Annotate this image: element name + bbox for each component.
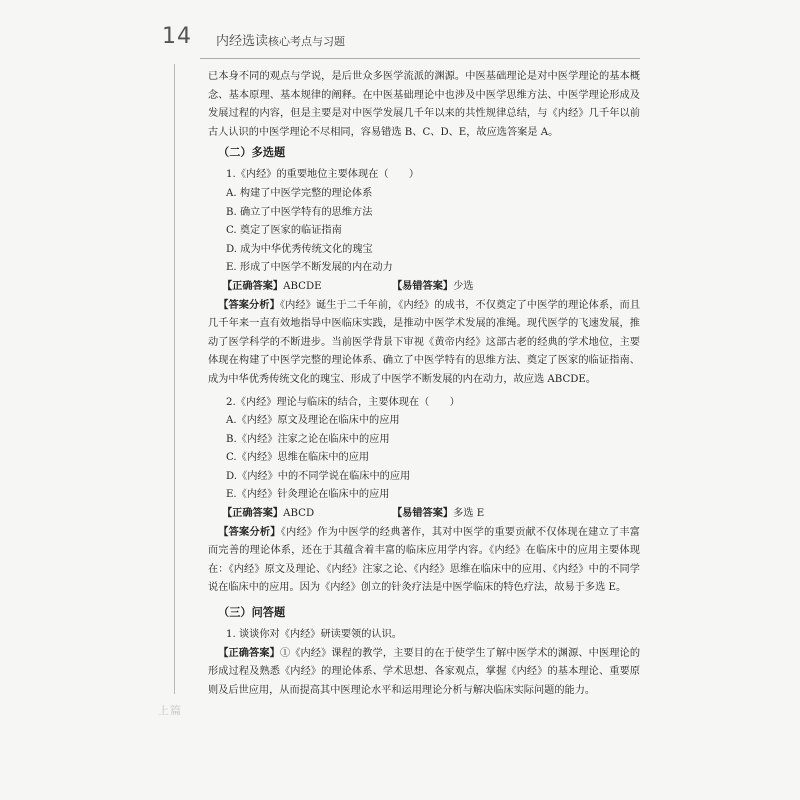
question-stem: 2.《内经》理论与临床的结合，主要体现在（ ） <box>226 396 460 408</box>
option-a: A.《内经》原文及理论在临床中的应用 <box>226 415 400 427</box>
option-c: C.《内经》思维在临床中的应用 <box>226 452 370 464</box>
header-rule <box>200 58 640 59</box>
page-number: 14 <box>162 24 192 49</box>
wrong-answer: 多选 E <box>453 508 485 520</box>
analysis-text: 《内经》诞生于二千年前，《内经》的成书，不仅奠定了中医学的理论体系，而且几千年来一直有效地指导中医临床实践，是推动中医学术发展的准绳。现代医学的飞速发展，推动了医学科学的不断进步。当前医学背景下审视《黄帝内经》这部古老的经典的学术地位，主要体现在构建了中医学完整的理论体系、确立了中医学特有的思维方法、奠定了医家的临证指南、成为中华优秀传统文化的瑰宝、形成了中医学不断发展的内在动力，故应选 ABCDE。 <box>208 299 641 385</box>
analysis-tag: 【答案分析】 <box>218 526 281 538</box>
body-text <box>208 68 640 700</box>
question-2 <box>208 394 640 599</box>
correct-answer: ABCDE <box>283 280 322 292</box>
intro-paragraph: 已本身不同的观点与学说，是后世众多医学流派的渊源。中医基础理论是对中医学理论的基本概念、基本原理、基本规律的阐释。在中医基础理论中也涉及中医学思维方法、中医学理论形成及发展过程的内容，但是主要是对中医学发展几千年以来的共性规律总结，与《内经》几千年以前古人认识的中医学理论不尽相同，容易错选 B、C、D、E，故应选答案是 A。 <box>208 71 640 138</box>
wrong-answer-tag: 【易错答案】 <box>392 280 454 292</box>
question-stem: 1.《内经》的重要地位主要体现在（ ） <box>226 169 420 181</box>
margin-rule <box>174 64 175 694</box>
option-b: B.《内经》注家之论在临床中的应用 <box>226 433 390 445</box>
correct-answer-paragraph <box>208 645 640 701</box>
option-a: A. 构建了中医学完整的理论体系 <box>226 187 373 199</box>
analysis-text: 《内经》作为中医学的经典著作，其对中医学的重要贡献不仅体现在建立了丰富而完善的理论体系，还在于其蕴含着丰富的临床应用学内容。《内经》在临床中的应用主要体现在：《内经》原文及理论、《内经》注家之论、《内经》思维在临床中的应用、《内经》中的不同学说在临床中的应用。因为《内经》创立的针灸疗法是中医学临床的特色疗法，故易于多选 E。 <box>208 526 640 594</box>
correct-answer-tag: 【正确答案】 <box>218 647 280 659</box>
option-b: B. 确立了中医学特有的思维方法 <box>226 206 373 218</box>
correct-answer-tag: 【正确答案】 <box>222 280 284 292</box>
wrong-answer-tag: 【易错答案】 <box>392 508 454 520</box>
analysis-tag: 【答案分析】 <box>218 299 280 311</box>
option-d: D. 成为中华优秀传统文化的瑰宝 <box>226 243 373 255</box>
running-title <box>216 30 345 49</box>
option-e: E.《内经》针灸理论在临床中的应用 <box>226 489 390 501</box>
question-3-1 <box>208 626 640 700</box>
option-d: D.《内经》中的不同学说在临床中的应用 <box>226 470 411 482</box>
section-heading-multiple-choice: （二）多选题 <box>218 146 286 160</box>
wrong-answer-group <box>392 505 484 524</box>
answer-text: ①《内经》课程的教学，主要目的在于使学生了解中医学术的渊源、中医理论的形成过程及熟悉《内经》的理论体系、学术思想、各家观点，掌握《内经》的基本理论、重要原则及后世应用，从而提高其中医理论水平和运用理论分析与解决临床实际问题的能力。 <box>208 647 641 696</box>
wrong-answer: 少选 <box>453 280 474 292</box>
answer-analysis <box>208 524 640 598</box>
correct-answer: ABCD <box>283 508 315 520</box>
wrong-answer-group <box>392 278 474 297</box>
answer-row <box>222 505 640 524</box>
answer-analysis <box>208 297 640 390</box>
running-title-sub: 核心考点与习题 <box>268 35 346 48</box>
question-stem: 1. 谈谈你对《内经》研读要领的认识。 <box>226 629 402 641</box>
section-heading-short-answer: （三）问答题 <box>218 606 286 620</box>
running-title-main: 内经选读 <box>216 34 269 49</box>
question-1 <box>208 166 640 389</box>
correct-answer-tag: 【正确答案】 <box>222 508 284 520</box>
part-label: 上篇 <box>158 704 182 717</box>
option-e: E. 形成了中医学不断发展的内在动力 <box>226 262 393 274</box>
option-c: C. 奠定了医家的临证指南 <box>226 225 342 237</box>
answer-row <box>222 278 640 297</box>
